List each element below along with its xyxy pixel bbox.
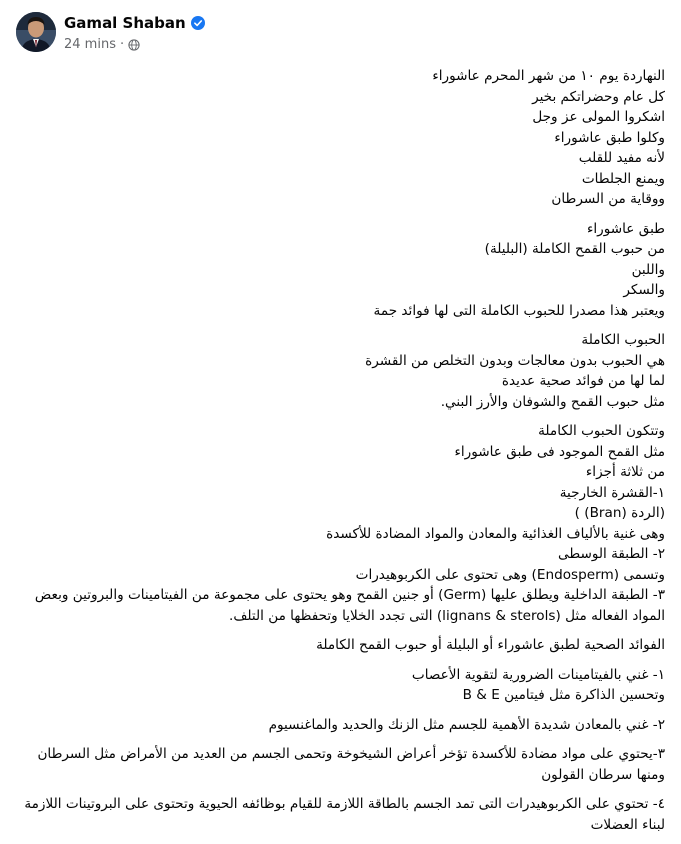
post-paragraph: [18, 744, 665, 785]
post-text-line: ٣- الطبقة الداخلية ويطلق عليها (Germ) أو جنين القمح وهو يحتوى على مجموعة من الفيتامينات والبروتين وبعض المواد الفعاله مثل (lignans & sterols) التى تجدد الخلايا وتحفظها من التلف.: [30, 587, 665, 624]
post-text-line: ١-القشرة الخارجية: [559, 484, 665, 501]
post-paragraph: [18, 715, 665, 736]
post-paragraph: [18, 219, 665, 322]
verified-badge-icon: [191, 16, 205, 30]
post-text-line: لما لها من فوائد صحية عديدة: [501, 373, 665, 389]
post-text-line: النهاردة يوم ١٠ من شهر المحرم عاشوراء: [432, 68, 665, 84]
post-text-line: (الردة (Bran) ): [574, 505, 665, 521]
post-text-line: ٢- الطبقة الوسطى: [557, 546, 665, 562]
avatar-portrait-icon: [16, 12, 56, 52]
post-text-line: وتحسين الذاكرة مثل فيتامين B & E: [462, 687, 665, 703]
meta-separator: ·: [119, 37, 125, 52]
post-text-line: كل عام وحضراتكم بخير: [532, 88, 665, 105]
post-paragraph: [18, 794, 665, 835]
post-text-line: وتسمى (Endosperm) وهى تحتوى على الكربوهيدرات: [355, 566, 665, 583]
post-text-line: اشكروا المولى عز وجل: [532, 109, 665, 125]
post-text-line: ٣-يحتوي على مواد مضادة للأكسدة تؤخر أعراض الشيخوخة وتحمى الجسم من العديد من الأمراض مثل السرطان ومنها سرطان القولون: [33, 746, 665, 783]
post-text-line: طبق عاشوراء: [587, 220, 665, 237]
post-text-line: الفوائد الصحية لطبق عاشوراء أو البليلة أو حبوب القمح الكاملة: [316, 637, 665, 653]
post-text-line: مثل حبوب القمح والشوفان والأرز البني.: [440, 393, 665, 410]
post-paragraph: [18, 330, 665, 412]
post-paragraph: [18, 635, 665, 656]
post-text-line: ويمنع الجلطات: [581, 170, 665, 187]
post-text-line: من حبوب القمح الكاملة (البليلة): [484, 241, 665, 257]
post-timestamp[interactable]: 24 mins: [64, 37, 116, 52]
post-text-line: هي الحبوب بدون معالجات وبدون التخلص من القشرة: [365, 352, 665, 369]
post-paragraph: [18, 421, 665, 626]
globe-icon[interactable]: [128, 39, 140, 51]
post-text-line: الحبوب الكاملة: [581, 332, 665, 348]
author-avatar[interactable]: [16, 12, 56, 52]
post-text-line: وهى غنية بالألياف الغذائية والمعادن والمواد المضادة للأكسدة: [326, 525, 665, 542]
post-text-line: من ثلاثة أجزاء: [585, 464, 665, 480]
post-text-line: وكلوا طبق عاشوراء: [554, 129, 665, 146]
post-text-line: لأنه مفيد للقلب: [578, 150, 665, 166]
post-text-line: ١- غني بالفيتامينات الضرورية لتقوية الأعصاب: [411, 666, 665, 683]
post-text-line: ويعتبر هذا مصدرا للحبوب الكاملة التى لها فوائد جمة: [373, 302, 665, 319]
post-body: [18, 66, 665, 844]
post-text-line: مثل القمح الموجود فى طبق عاشوراء: [454, 443, 665, 460]
post-text-line: ٤- تحتوي على الكربوهيدرات التى تمد الجسم بالطاقة اللازمة للقيام بوظائفه الحيوية وتحتوى على البروتينات اللازمة لبناء العضلات: [20, 796, 665, 833]
post-paragraph: [18, 665, 665, 706]
post-text-line: ٢- غني بالمعادن شديدة الأهمية للجسم مثل الزنك والحديد والماغنسيوم: [268, 716, 665, 733]
author-name[interactable]: [64, 14, 205, 32]
author-name-text[interactable]: Gamal Shaban: [64, 14, 186, 32]
post-paragraph: [18, 66, 665, 210]
post-text-line: والسكر: [623, 282, 665, 298]
post-text-line: واللبن: [631, 261, 665, 278]
post-text-line: وتتكون الحبوب الكاملة: [538, 423, 665, 439]
post-text-line: ووقاية من السرطان: [551, 191, 665, 207]
post-meta: [64, 37, 140, 52]
